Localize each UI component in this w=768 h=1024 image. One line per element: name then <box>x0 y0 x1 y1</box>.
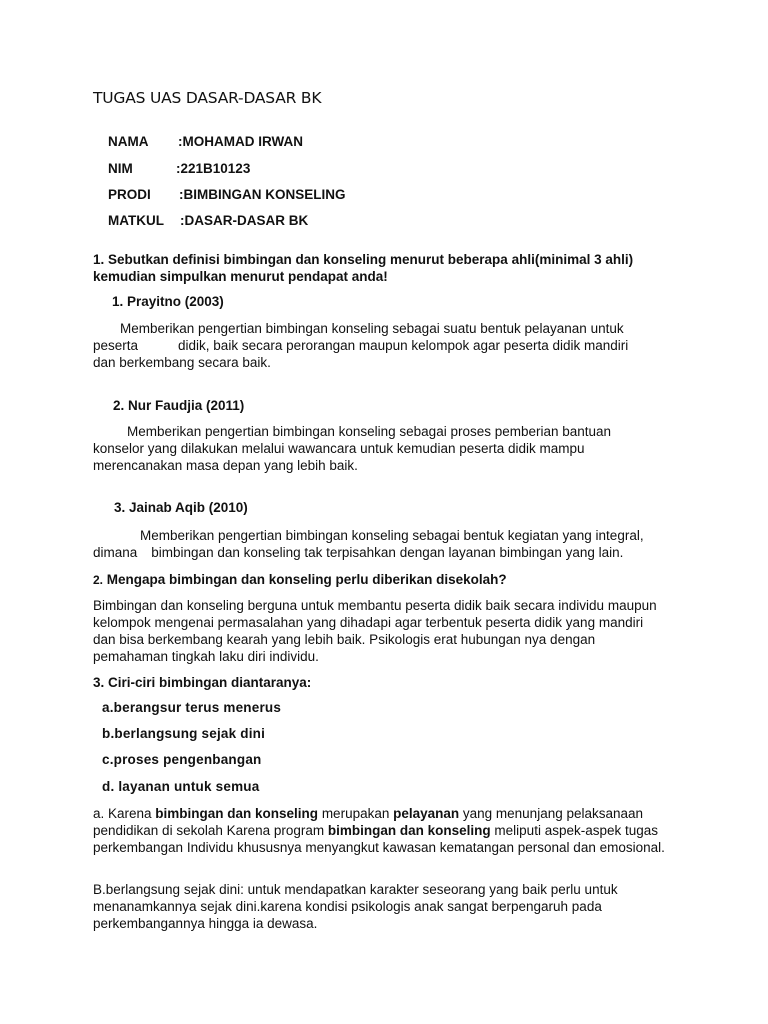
paragraph-a <box>93 805 665 856</box>
meta-matkul-value: :DASAR-DASAR BK <box>180 213 309 228</box>
expert-3-heading: 3. Jainab Aqib (2010) <box>114 500 248 515</box>
expert-1-text <box>93 320 683 371</box>
para-a-t2: merupakan <box>318 806 394 821</box>
expert-3-text <box>93 527 693 561</box>
question-2-text: Mengapa bimbingan dan konseling perlu diberikan disekolah? <box>106 572 507 587</box>
expert-2-text <box>93 423 683 474</box>
expert-2-line-3: merencanakan masa depan yang lebih baik. <box>93 458 358 473</box>
expert-1-line-2a: peserta <box>93 338 139 353</box>
meta-matkul <box>93 198 308 243</box>
trait-item-c: c.proses pengenbangan <box>102 752 262 767</box>
meta-nama-value: :MOHAMAD IRWAN <box>178 134 304 149</box>
document-title: TUGAS UAS DASAR-DASAR BK <box>93 89 322 107</box>
meta-matkul-label: MATKUL <box>108 213 164 228</box>
meta-prodi-label: PRODI <box>108 187 151 202</box>
expert-1-line-2 <box>93 337 683 354</box>
question-1: 1. Sebutkan definisi bimbingan dan konseling menurut beberapa ahli(minimal 3 ahli) kemudian simpulkan menurut pendapat anda! <box>93 252 634 284</box>
meta-nim-label: NIM <box>108 161 133 176</box>
expert-2-line-2: konselor yang dilakukan melalui wawancara untuk kemudian peserta didik mampu <box>93 441 585 456</box>
para-a-b1: bimbingan dan konseling <box>155 806 319 821</box>
meta-nim-value: :221B10123 <box>176 161 251 176</box>
paragraph-b: B.berlangsung sejak dini: untuk mendapatkan karakter seseorang yang baik perlu untuk menanamkannya sejak dini.karena kondisi psikologis anak sangat berpengaruh pada perkembangannya hingga ia dewasa. <box>93 882 618 931</box>
expert-3-line-1: Memberikan pengertian bimbingan konseling sebagai bentuk kegiatan yang integral, <box>140 528 644 543</box>
trait-item-b: b.berlangsung sejak dini <box>102 726 266 741</box>
meta-nama-label: NAMA <box>108 134 149 149</box>
expert-3-line-2a: dimana <box>93 545 138 560</box>
expert-1-line-1: Memberikan pengertian bimbingan konseling sebagai suatu bentuk pelayanan untuk <box>120 321 624 336</box>
expert-1-line-3: dan berkembang secara baik. <box>93 355 271 370</box>
para-a-b2: pelayanan <box>393 806 460 821</box>
question-3-heading: 3. Ciri-ciri bimbingan diantaranya: <box>93 675 312 690</box>
para-a-t1: a. Karena <box>93 806 156 821</box>
expert-3-line-2b: bimbingan dan konseling tak terpisahkan dengan layanan bimbingan yang lain. <box>151 545 624 560</box>
trait-item-d: d. layanan untuk semua <box>102 779 260 794</box>
expert-1-line-2b: didik, baik secara perorangan maupun kelompok agar peserta didik mandiri <box>178 338 629 353</box>
para-a-t4: meliputi aspek-aspek tugas perkembangan Individu khususnya menyangkut kawasan kematangan personal dan emosional. <box>93 823 665 855</box>
expert-2-heading: 2. Nur Faudjia (2011) <box>113 398 245 413</box>
answer-2: Bimbingan dan konseling berguna untuk membantu peserta didik baik secara individu maupun kelompok mengenai permasalahan yang dihadapi agar terbentuk peserta didik yang mandiri dan bisa berkembang kearah yang lebih baik. Psikologis erat hubungan nya dengan pemahaman tingkah laku diri individu. <box>93 598 657 664</box>
trait-item-a: a.berangsur terus menerus <box>102 700 282 715</box>
question-2-number: 2. <box>93 573 104 587</box>
expert-1-heading: 1. Prayitno (2003) <box>112 294 224 309</box>
expert-3-line-2 <box>93 544 693 561</box>
question-2 <box>93 571 683 589</box>
expert-2-line-1: Memberikan pengertian bimbingan konseling sebagai proses pemberian bantuan <box>127 424 612 439</box>
para-a-b3: bimbingan dan konseling <box>327 823 491 838</box>
para-a-t3: yang menunjang pelaksanaan pendidikan di sekolah Karena program <box>93 806 644 838</box>
meta-prodi-value: :BIMBINGAN KONSELING <box>179 187 346 202</box>
